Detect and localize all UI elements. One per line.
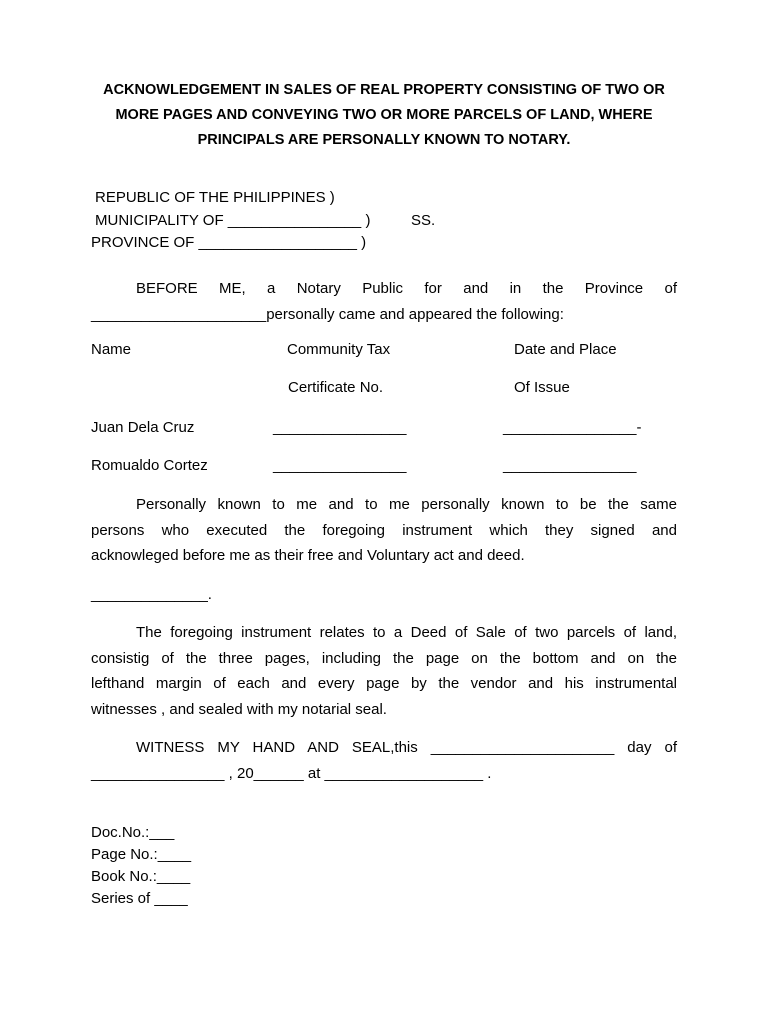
header-ctc-2: Certificate No. — [288, 379, 384, 396]
page-no: Page No.:____ — [91, 846, 192, 863]
foregoing-line-3: lefthand margin of each and every page by the vendor and his instrumental — [91, 675, 677, 692]
title-line-2: MORE PAGES AND CONVEYING TWO OR MORE PARCELS OF LAND, WHERE — [115, 107, 653, 123]
personally-known-line-3: acknowleged before me as their free and Voluntary act and deed. — [91, 547, 525, 564]
series-of: Series of ____ — [91, 890, 188, 907]
personally-known-paragraph — [91, 492, 677, 569]
foregoing-line-1: The foregoing instrument relates to a Deed of Sale of two parcels of land, — [136, 624, 677, 641]
intro-line-1: BEFORE ME, a Notary Public for and in the Province of — [136, 280, 677, 297]
row-1-name: Juan Dela Cruz — [91, 419, 195, 436]
row-1-ctc: ________________ — [273, 419, 407, 436]
venue-republic: REPUBLIC OF THE PHILIPPINES ) — [95, 189, 335, 206]
row-1-date: ________________- — [503, 419, 642, 436]
row-2-date: ________________ — [503, 457, 637, 474]
venue-ss: SS. — [411, 212, 436, 229]
document-title — [90, 78, 678, 153]
header-name: Name — [91, 341, 132, 358]
header-ctc-1: Community Tax — [287, 341, 391, 358]
foregoing-line-2: consistig of the three pages, including the page on the bottom and on the — [91, 649, 677, 667]
witness-line-1: WITNESS MY HAND AND SEAL,this ______________________ day of — [136, 739, 677, 756]
witness-paragraph — [91, 735, 677, 786]
header-date-1: Date and Place — [514, 341, 617, 358]
witness-line-2: ________________ , 20______ at ___________________ . — [91, 764, 492, 782]
title-line-1: ACKNOWLEDGEMENT IN SALES OF REAL PROPERTY CONSISTING OF TWO OR — [103, 82, 665, 98]
row-2-ctc: ________________ — [273, 457, 407, 474]
foregoing-line-4: witnesses , and sealed with my notarial seal. — [91, 700, 387, 718]
foregoing-paragraph — [91, 620, 677, 722]
personally-known-line-1: Personally known to me and to me personally known to be the same — [136, 496, 677, 513]
blank-line: ______________. — [91, 586, 212, 603]
title-line-3: PRINCIPALS ARE PERSONALLY KNOWN TO NOTARY. — [197, 132, 571, 148]
venue-province: PROVINCE OF ___________________ ) — [91, 234, 367, 251]
doc-no: Doc.No.:___ — [91, 824, 175, 841]
intro-paragraph — [91, 276, 677, 327]
intro-line-2: _____________________personally came and appeared the following: — [91, 305, 564, 323]
personally-known-line-2: persons who executed the foregoing instrument which they signed and — [91, 521, 677, 539]
venue-municipality: MUNICIPALITY OF ________________ ) — [95, 212, 371, 229]
header-date-2: Of Issue — [514, 379, 570, 396]
row-2-name: Romualdo Cortez — [91, 457, 208, 474]
book-no: Book No.:____ — [91, 868, 191, 885]
